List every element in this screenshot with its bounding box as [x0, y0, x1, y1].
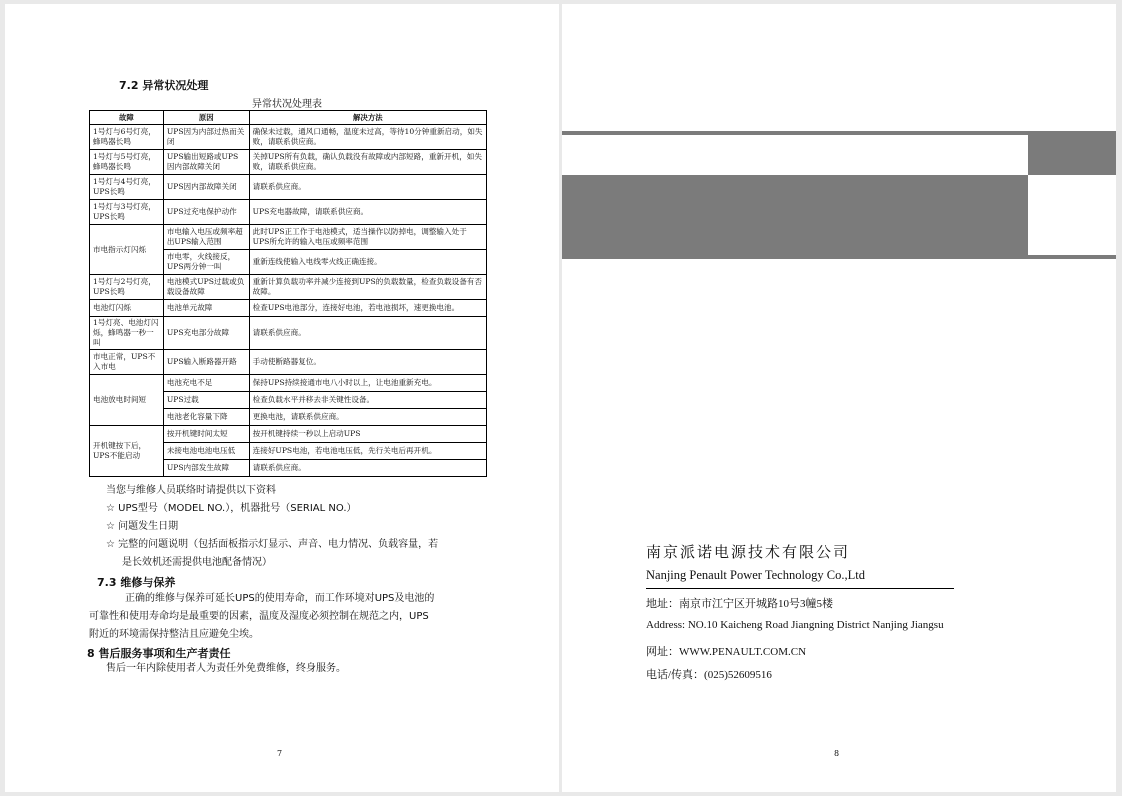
solution-cell: 更换电池，请联系供应商。: [249, 409, 486, 426]
fault-cell: 开机键按下后，UPS不能启动: [90, 426, 164, 477]
website: 网址：WWW.PENAULT.COM.CN: [646, 646, 807, 658]
table-caption: 异常状况处理表: [252, 99, 322, 110]
cause-cell: UPS过载: [163, 392, 249, 409]
section-heading-8: 8 售后服务事项和生产者责任: [87, 647, 231, 660]
cause-cell: UPS过充电保护动作: [163, 200, 249, 225]
cause-cell: UPS因为内部过热而关闭: [163, 125, 249, 150]
table-row: [90, 275, 487, 300]
cause-cell: 未接电池电池电压低: [163, 443, 249, 460]
bullet-model: ☆ UPS型号（MODEL NO.），机器批号（SERIAL NO.）: [106, 503, 357, 514]
cause-cell: 电池模式UPS过载或负载设备故障: [163, 275, 249, 300]
table-row: [90, 317, 487, 350]
header-solution: 解决方法: [249, 111, 486, 125]
cause-cell: 市电零，火线接反，UPS两分钟一叫: [163, 250, 249, 275]
solution-cell: 确保未过载，通风口通畅，温度未过高，等待10分钟重新启动，如失败，请联系供应商。: [249, 125, 486, 150]
company-name-en: Nanjing Penault Power Technology Co.,Ltd: [646, 568, 866, 582]
fault-cell: 电池灯闪烁: [90, 300, 164, 317]
maint-line-3: 附近的环境需保持整洁且应避免尘埃。: [89, 629, 259, 640]
page-7: [5, 4, 559, 792]
solution-cell: 连接好UPS电池，若电池电压低，先行关电后再开机。: [249, 443, 486, 460]
fault-cell: 市电正常，UPS不入市电: [90, 350, 164, 375]
header-cause: 原因: [163, 111, 249, 125]
page-number: 7: [277, 749, 283, 758]
fault-table: [89, 110, 487, 477]
table-row: [90, 200, 487, 225]
cause-cell: 按开机键时间太短: [163, 426, 249, 443]
table-row: [90, 225, 487, 250]
divider: [646, 588, 954, 589]
after-sales-text: 售后一年内除使用者人为责任外免费维修，终身服务。: [106, 663, 346, 674]
solution-cell: 手动使断路器复位。: [249, 350, 486, 375]
bullet-date: ☆ 问题发生日期: [106, 521, 179, 532]
cause-cell: 电池单元故障: [163, 300, 249, 317]
cause-cell: UPS输入断路器开路: [163, 350, 249, 375]
fault-cell: 1号灯与5号灯亮，蜂鸣器长鸣: [90, 150, 164, 175]
cause-cell: 电池充电不足: [163, 375, 249, 392]
table-row: [90, 426, 487, 443]
table-row: [90, 375, 487, 392]
table-row: [90, 350, 487, 375]
solution-cell: 检查负载水平并移去非关键性设备。: [249, 392, 486, 409]
table-header-row: [90, 111, 487, 125]
fault-cell: 电池放电时间短: [90, 375, 164, 426]
cause-cell: UPS内部发生故障: [163, 460, 249, 477]
phone-fax: 电话/传真：(025)52609516: [646, 669, 772, 681]
section-heading-7-2: 7.2 异常状况处理: [119, 79, 209, 92]
table-row: [90, 300, 487, 317]
address-cn: 地址：南京市江宁区开城路10号3幢5楼: [646, 598, 833, 610]
table-row: [90, 125, 487, 150]
bullet-description: ☆ 完整的问题说明（包括面板指示灯显示、声音、电力情况、负载容量，若: [106, 539, 439, 550]
solution-cell: 重新计算负载功率并减少连接到UPS的负载数量，检查负载设备有否故障。: [249, 275, 486, 300]
fault-cell: 1号灯与2号灯亮，UPS长鸣: [90, 275, 164, 300]
fault-cell: 1号灯与3号灯亮，UPS长鸣: [90, 200, 164, 225]
maint-line-1: 正确的维修与保养可延长UPS的使用寿命，而工作环境对UPS及电池的: [125, 593, 435, 604]
cause-cell: 市电输入电压或频率超出UPS输入范围: [163, 225, 249, 250]
solution-cell: 请联系供应商。: [249, 175, 486, 200]
cause-cell: UPS因内部故障关闭: [163, 175, 249, 200]
page-8: [562, 4, 1116, 792]
decor-band-bottom: [562, 255, 1116, 259]
fault-cell: 1号灯亮、电池灯闪烁，蜂鸣器一秒一叫: [90, 317, 164, 350]
fault-cell: 1号灯与6号灯亮，蜂鸣器长鸣: [90, 125, 164, 150]
table-row: [90, 175, 487, 200]
company-name-cn: 南京派诺电源技术有限公司: [646, 543, 851, 561]
decor-square: [1028, 131, 1116, 175]
solution-cell: 此时UPS正工作于电池模式，适当操作以防掉电，调整输入处于UPS所允许的输入电压或频率范围: [249, 225, 486, 250]
solution-cell: 关掉UPS所有负载，确认负载没有故障或内部短路，重新开机，如失败，请联系供应商。: [249, 150, 486, 175]
fault-cell: 市电指示灯闪烁: [90, 225, 164, 275]
header-fault: 故障: [90, 111, 164, 125]
address-en: Address: NO.10 Kaicheng Road Jiangning District Nanjing Jiangsu: [646, 619, 944, 631]
solution-cell: 按开机键持续一秒以上启动UPS: [249, 426, 486, 443]
table-row: [90, 150, 487, 175]
solution-cell: 请联系供应商。: [249, 317, 486, 350]
maint-line-2: 可靠性和使用寿命均是最重要的因素，温度及湿度必须控制在规范之内，UPS: [89, 611, 429, 622]
page-number: 8: [834, 749, 840, 758]
solution-cell: 检查UPS电池部分，连接好电池，若电池损坏，速更换电池。: [249, 300, 486, 317]
solution-cell: 请联系供应商。: [249, 460, 486, 477]
solution-cell: 重新连线使输入电线零火线正确连接。: [249, 250, 486, 275]
decor-band: [562, 175, 1028, 255]
contact-intro: 当您与维修人员联络时请提供以下资料: [106, 485, 276, 496]
section-heading-7-3: 7.3 维修与保养: [97, 576, 176, 589]
cause-cell: UPS充电部分故障: [163, 317, 249, 350]
cause-cell: UPS输出短路或UPS因内部故障关闭: [163, 150, 249, 175]
bullet-description-cont: 是长效机还需提供电池配备情况）: [122, 557, 272, 568]
fault-cell: 1号灯与4号灯亮，UPS长鸣: [90, 175, 164, 200]
solution-cell: 保持UPS持续接通市电八小时以上，让电池重新充电。: [249, 375, 486, 392]
cause-cell: 电池老化容量下降: [163, 409, 249, 426]
solution-cell: UPS充电器故障，请联系供应商。: [249, 200, 486, 225]
